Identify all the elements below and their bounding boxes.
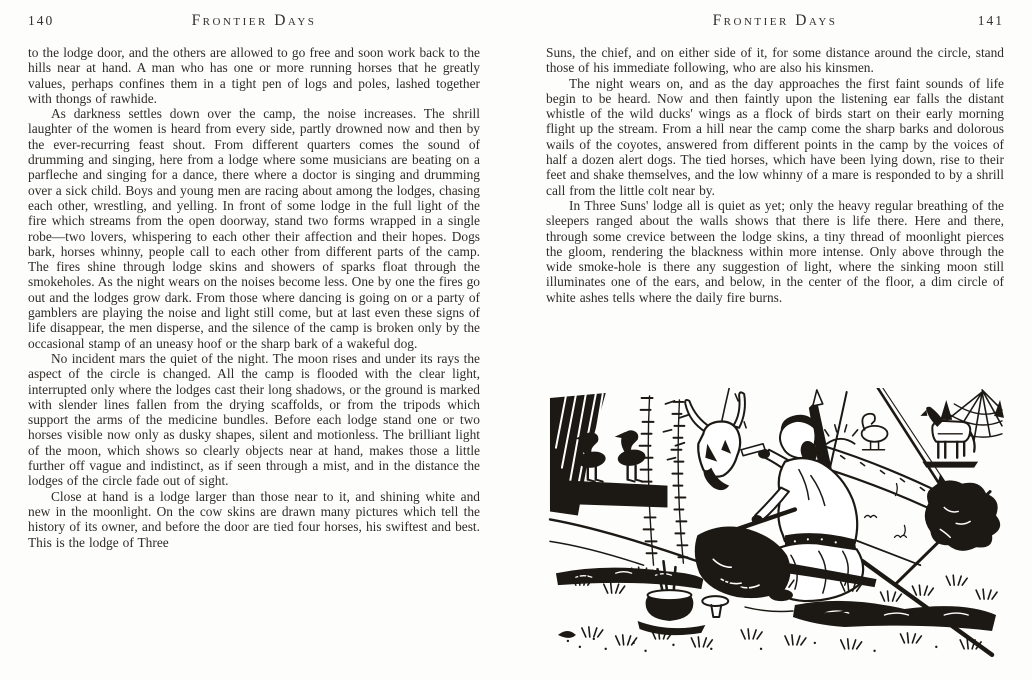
paragraph: As darkness settles down over the camp, the noise increases. The shrill laughter of the women is heard from every side, partly drowned now and then by the ever-recurring feast shout. From different quarters comes the sound of drumming and singing, here from a lodge where some musicians are beating on a parfleche and singing for a dance, there where a doctor is singing and drumming over a sick child. Boys and young men are racing about among the lodges, chasing each other, wrestling, and yelling. In front of some lodge in the full light of the fire which streams from the open doorway, stand two forms wrapped in a single robe—two lovers, whispering to each other their affection and their hopes. Dogs bark, horses whinny, people call to each other from different parts of the camp. The fires shine through lodge skins and showers of sparks float through the smokeholes. As the night wears on the noises become less. One by one the fires go out and the lodges grow dark. From those where dancing is going on or a party of gamblers are playing the noise and light still come, but at last even these signs of life disappear, the men disperse, and the silence of the camp is broken only by the occasional stamp of an uneasy hoof or the sharp bark of a wakeful dog. xyxy=(28,106,480,351)
paragraph: No incident mars the quiet of the night. The moon rises and under its rays the aspect of the circle is changed. All the camp is flooded with the clear light, interrupted only where the lodges cast their long shadows, or the ground is marked with slender lines fallen from the drying scaffolds, or from the tripods which support the arms of the medicine bundles. Before each lodge stand one or two horses visible now only as dusky shapes, silent and motionless. The brilliant light of the moon, which shows so clearly objects near at hand, makes those a little further off vague and indistinct, as if seen through a mist, and in the distance the lodges of the circle fade out of sight. xyxy=(28,350,480,489)
stone xyxy=(702,596,728,617)
page-number-right: 141 xyxy=(977,13,1004,28)
buffalo-head-painting xyxy=(685,392,745,490)
page-number-left: 140 xyxy=(28,13,55,28)
paragraph: to the lodge door, and the others are allowed to go free and soon work back to the hills near at hand. A man who has one or more running horses that he greatly values, perhaps confines them in a tight pen of logs and poles, lashed together with thongs of rawhide. xyxy=(28,45,480,106)
paragraph: In Three Suns' lodge all is quiet as yet; only the heavy regular breathing of the sleepers ranged about the walls shows that there is life there. Here and there, through some crevice between the lodge skins, a tiny thread of moonlight pierces the gloom, rendering the blackness within more intense. Only above through the wide smoke-hole is there any suggestion of light, where the sinking moon still illuminates one of the ears, and below, in the center of the floor, a dim circle of white ashes tells where the daily fire burns. xyxy=(546,197,1004,305)
lodge-skin-edge xyxy=(550,393,697,565)
running-head-left: Frontier Days xyxy=(191,12,317,29)
camp-scene-illustration xyxy=(546,388,1004,667)
page-header-right xyxy=(546,12,1004,34)
page-right xyxy=(546,12,1004,668)
page-body-left xyxy=(28,45,480,550)
page-header-left xyxy=(28,12,480,34)
paragraph: Suns, the chief, and on either side of it, for some distance around the circle, stand those of his immediate following, who are also his kinsmen. xyxy=(546,45,1004,76)
fur-fringe xyxy=(640,396,688,565)
camp-scene-svg xyxy=(546,388,1004,667)
duck-drawing xyxy=(862,414,888,450)
ground-speckles xyxy=(567,638,938,652)
page-body-right xyxy=(546,45,1004,305)
paragraph: The night wears on, and as the day approaches the first faint sounds of life begin to be heard. Now and then faintly upon the listening ear falls the distant whistle of the wild ducks' wings as a flock of birds start on their early morning flight up the stream. From a hill near the camp come the sharp barks and dolorous wails of the coyotes, answered from different points in the camp by the voices of half a dozen alert dogs. The tied horses, which have been lying down, rise to their feet and shake themselves, and the low whinny of a mare is responded to by a shrill call from the little colt near by. xyxy=(546,75,1004,198)
paragraph: Close at hand is a lodge larger than those near to it, and shining white and new in the moonlight. On the cow skins are drawn many pictures which tell the history of its owner, and before the door are tied four horses, his swiftest and best. This is the lodge of Three xyxy=(28,488,480,550)
dark-ground-right xyxy=(793,601,996,631)
fallen-log xyxy=(556,568,703,589)
sun-drawing xyxy=(825,425,858,444)
goose-silhouettes xyxy=(575,430,647,481)
page-left xyxy=(28,12,480,550)
running-head-right: Frontier Days xyxy=(712,12,838,29)
